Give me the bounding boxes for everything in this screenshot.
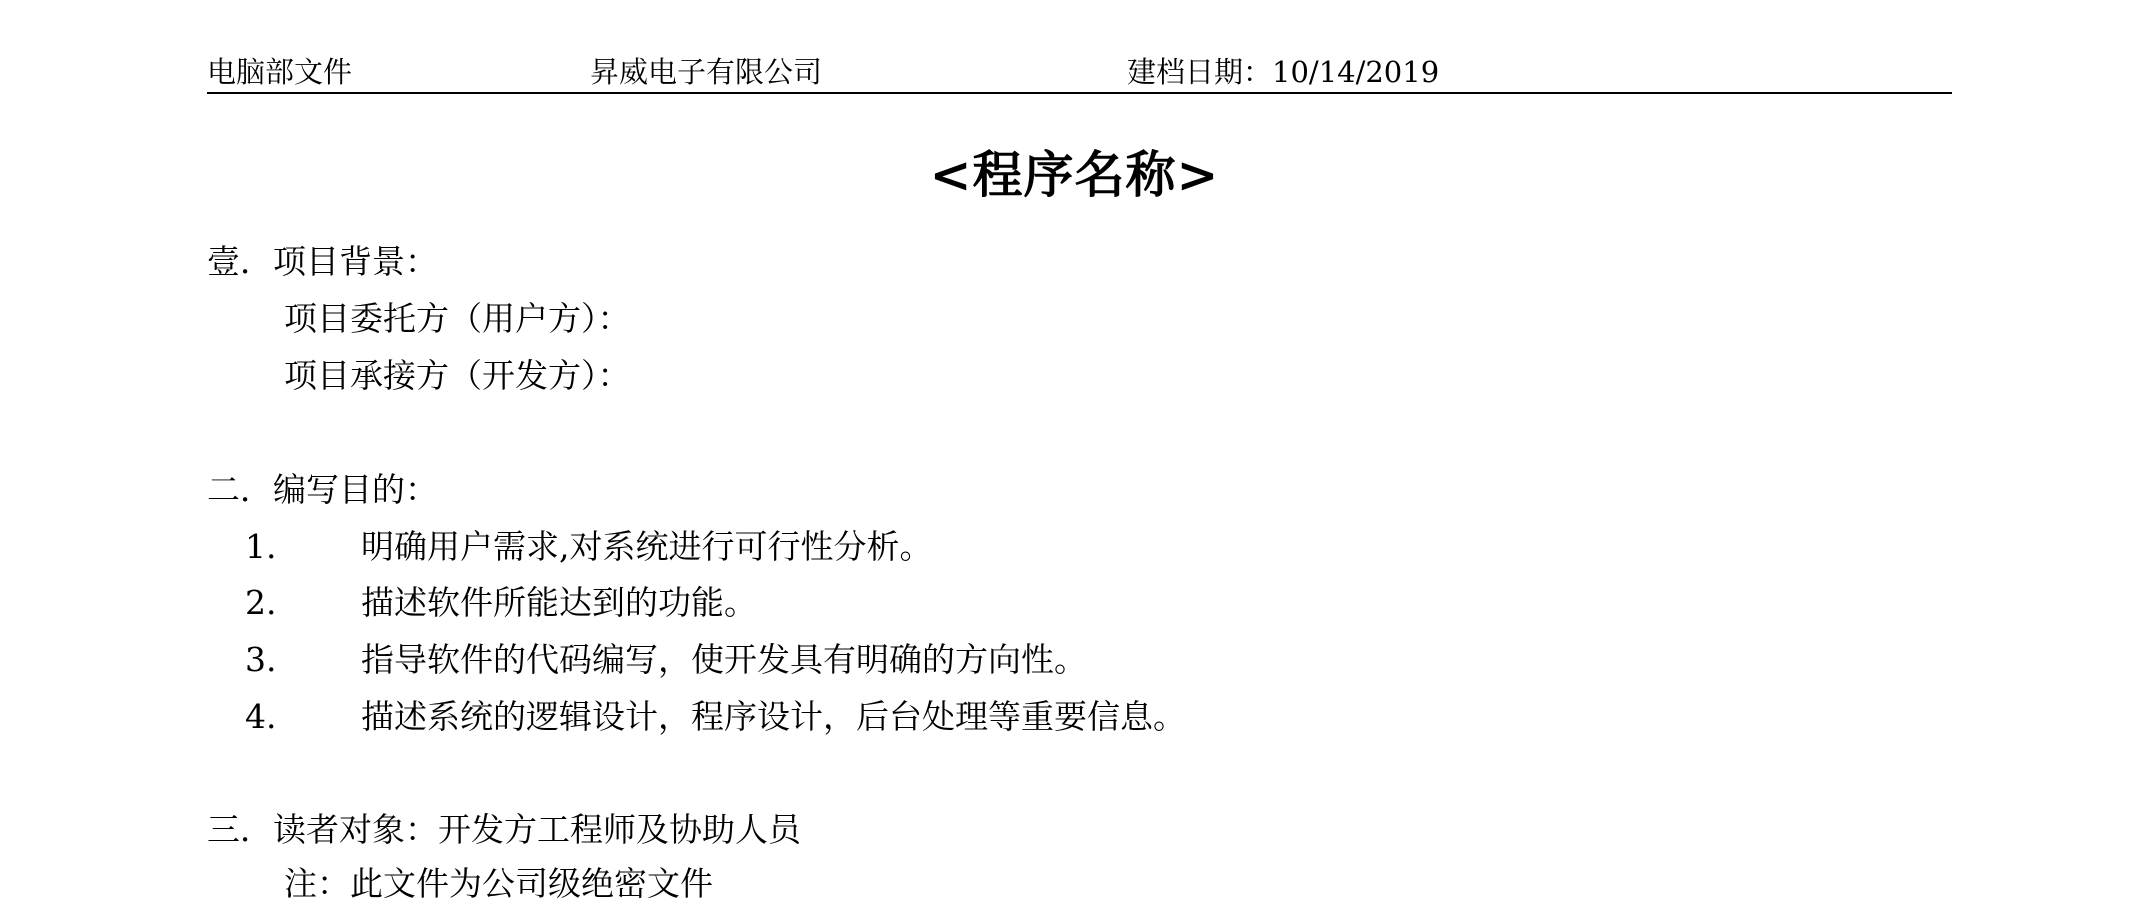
header-date-value: 10/14/2019 xyxy=(1272,55,1440,89)
header-company: 昇威电子有限公司 xyxy=(590,55,823,89)
section-background-client: 项目委托方（用户方）： xyxy=(284,299,631,338)
section-purpose-heading: 二．编写目的： xyxy=(207,470,438,509)
document-title: <程序名称> xyxy=(929,145,1220,204)
section-background-contractor: 项目承接方（开发方）： xyxy=(284,356,631,395)
page-header xyxy=(207,52,1952,94)
purpose-item-number: 3. xyxy=(245,640,277,679)
header-date xyxy=(1127,52,1439,92)
purpose-item-text: 明确用户需求,对系统进行可行性分析。 xyxy=(361,527,933,566)
purpose-item-text: 描述系统的逻辑设计，程序设计，后台处理等重要信息。 xyxy=(361,697,1186,736)
purpose-item-number: 2. xyxy=(245,583,277,622)
purpose-item-text: 描述软件所能达到的功能。 xyxy=(361,583,757,622)
purpose-item-text: 指导软件的代码编写，使开发具有明确的方向性。 xyxy=(361,640,1087,679)
header-department: 电脑部文件 xyxy=(207,55,353,89)
section-readers-heading: 三．读者对象：开发方工程师及协助人员 xyxy=(207,810,801,849)
section-background-heading: 壹．项目背景： xyxy=(207,242,438,281)
purpose-item-number: 4. xyxy=(245,697,277,736)
purpose-item-number: 1. xyxy=(245,527,277,566)
section-readers-note: 注：此文件为公司级绝密文件 xyxy=(284,864,713,903)
header-date-label: 建档日期： xyxy=(1127,55,1273,89)
